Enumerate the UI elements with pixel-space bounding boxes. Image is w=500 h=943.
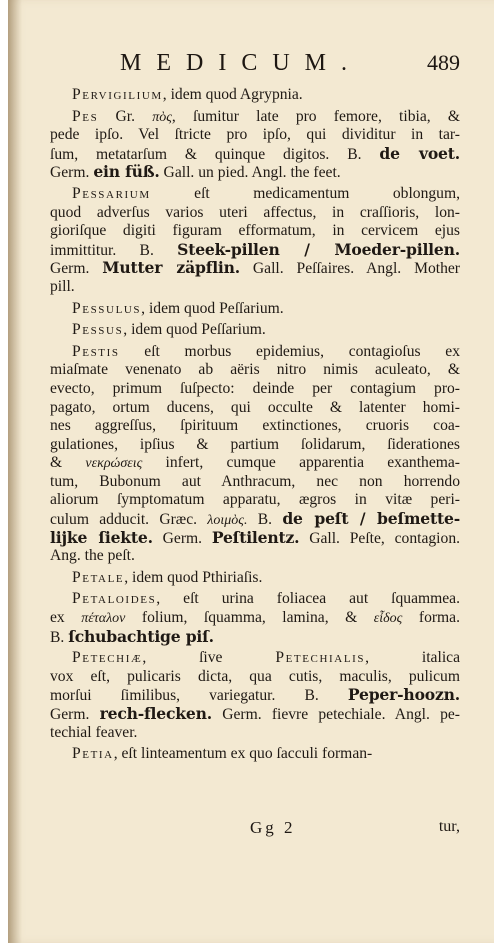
text-line xyxy=(50,569,460,588)
entry-pessarium xyxy=(50,185,460,297)
italic-text: Peſſarium. xyxy=(219,299,284,317)
text-segment: techial feaver. xyxy=(50,723,138,741)
text-segment: , idem quod xyxy=(123,321,202,339)
text-line xyxy=(50,343,460,362)
headword: Pessus xyxy=(72,321,124,339)
text-segment: B. xyxy=(247,511,283,529)
entry-petia xyxy=(50,745,460,764)
italic-text: Pthiriaſis. xyxy=(202,568,263,586)
text-segment: Germ. xyxy=(50,706,100,723)
headword: Pessulus xyxy=(72,299,142,317)
text-segment: tum, Bubonum aut Anthracum, nec non horrendo xyxy=(50,472,460,490)
text-line xyxy=(50,185,460,204)
text-segment: eſt morbus epidemius, contagioſus ex xyxy=(119,342,460,360)
entry-petechiae xyxy=(50,649,460,742)
headword: Petale xyxy=(72,568,125,586)
entry-pessus xyxy=(50,321,460,340)
blackletter-text: Peper-hoozn. xyxy=(347,685,460,705)
text-segment: vox eſt, xyxy=(50,667,128,685)
greek-text: εἶδος xyxy=(373,611,403,627)
text-segment: Germ. xyxy=(50,260,103,278)
text-segment: , ſumitur late pro femore, tibia, & xyxy=(171,107,460,125)
entry-pervigilium xyxy=(50,86,460,105)
text-line xyxy=(50,628,460,647)
text-segment: Gall. xyxy=(240,260,297,278)
text-line xyxy=(50,454,460,473)
text-segment: pill. xyxy=(50,277,75,295)
text-segment: Angl. pe- xyxy=(385,706,461,723)
text-segment: , eſt linteamentum ex quo ſacculi forman- xyxy=(113,745,373,763)
text-segment: ex xyxy=(50,609,82,627)
text-segment: , idem quod xyxy=(141,299,220,317)
text-line xyxy=(50,126,460,145)
text-segment: morſui ſimilibus, variegatur. B. xyxy=(50,687,348,705)
text-segment: , idem quod xyxy=(124,568,203,586)
italic-text: Peſſarium. xyxy=(201,321,266,339)
headword: Pervigilium xyxy=(72,86,163,103)
text-segment: forma. xyxy=(402,609,461,627)
greek-text: πὸς xyxy=(152,109,172,125)
text-segment: Germ. xyxy=(212,706,272,723)
blackletter-text: Mutter zäpflin. xyxy=(102,258,241,278)
blackletter-text: rech-flecken. xyxy=(99,704,212,723)
text-segment: gioriſque digiti figuram efformatum, in cervicem ejus xyxy=(50,222,460,240)
signature-mark: Gg 2 xyxy=(250,818,296,837)
text-line xyxy=(50,380,460,399)
greek-text: πέταλον xyxy=(81,611,126,627)
text-segment: pede ipſo. Vel ſtricte pro ipſo, qui dividitur in tar- xyxy=(50,126,460,144)
text-segment: B. xyxy=(50,628,69,646)
text-line xyxy=(50,668,460,687)
text-line xyxy=(50,609,460,628)
italic-text: fievre petechiale. xyxy=(271,706,386,723)
italic-text: Peſſaires. xyxy=(296,260,355,278)
text-segment: Germ. xyxy=(152,529,212,547)
entry-petale xyxy=(50,569,460,588)
text-line xyxy=(50,491,460,510)
text-segment: evecto, primum ſuſpecto: deinde per contagium pro- xyxy=(50,379,460,397)
running-title: MEDICUM. xyxy=(120,50,363,76)
text-line xyxy=(50,547,460,566)
text-line xyxy=(50,145,460,164)
text-line xyxy=(50,417,460,436)
text-segment: Gr. xyxy=(98,107,153,125)
text-line xyxy=(50,529,460,548)
blackletter-text: de peſt / beſmette- xyxy=(282,509,460,529)
catchword: tur, xyxy=(438,818,460,835)
text-segment: Germ. xyxy=(50,164,94,182)
text-line xyxy=(50,241,460,260)
blackletter-text: ſchubachtige piſ. xyxy=(68,626,214,646)
text-segment: gulationes, ipſius & partium ſolidarum, ſiderationes xyxy=(50,435,460,453)
text-segment: aliorum ſymptomatum apparatu, ægros in vitæ peri- xyxy=(50,491,460,509)
headword: Petechialis xyxy=(275,649,366,667)
binding-shadow xyxy=(8,0,22,943)
blackletter-text: Steek-pillen / Moeder-pillen. xyxy=(177,239,460,259)
text-segment: Gall. xyxy=(299,529,350,547)
italic-text: un pied. xyxy=(198,164,249,182)
headword: Pessarium xyxy=(72,184,151,202)
page-number: 489 xyxy=(427,50,460,75)
text-segment: infert, cumque apparentia exanthema- xyxy=(142,454,460,472)
text-line xyxy=(50,399,460,418)
text-segment: dicta, qua cutis, maculis, pulicum xyxy=(180,667,460,685)
entry-gap xyxy=(50,764,460,767)
text-segment: , idem quod xyxy=(162,86,240,103)
text-segment: immittitur. B. xyxy=(50,241,178,259)
text-line xyxy=(50,436,460,455)
text-segment: Gall. xyxy=(159,164,199,182)
headword: Petia xyxy=(72,745,114,763)
text-line xyxy=(50,724,460,743)
text-segment: quod adverſus varios uteri affectus, in craſſioris, lon- xyxy=(50,203,460,221)
blackletter-text: Peſtilentz. xyxy=(211,527,300,547)
text-segment: Angl. Mother xyxy=(354,260,460,278)
text-line xyxy=(50,590,460,609)
entry-pes xyxy=(50,108,460,182)
italic-text: Peſte, contagion. xyxy=(349,529,461,547)
text-line xyxy=(50,745,460,764)
italic-text: pulicaris xyxy=(127,667,181,685)
text-segment: culum adducit. Græc. xyxy=(50,511,208,529)
text-segment: ſum, metatarſum & quinque digitos. B. xyxy=(50,145,380,163)
text-segment: miaſmate venenato ab aëris nitro nimis aculeato, & xyxy=(50,361,460,379)
headword: Pes xyxy=(72,107,99,125)
running-header xyxy=(120,50,460,80)
headword: Petechiæ xyxy=(72,649,143,667)
text-segment: nes aggreſſus, ſpirituum extinctiones, cruoris coa- xyxy=(50,417,460,435)
text-segment: , ſive xyxy=(142,649,276,667)
text-line xyxy=(50,108,460,127)
text-line xyxy=(50,361,460,380)
text-segment: Angl. the feet. xyxy=(248,164,341,182)
text-segment: folium, ſquamma, lamina, & xyxy=(125,609,374,627)
text-line xyxy=(50,473,460,492)
text-line xyxy=(50,163,460,182)
text-line xyxy=(50,321,460,340)
entry-pessulus xyxy=(50,300,460,319)
text-line xyxy=(50,86,460,105)
dictionary-entries xyxy=(50,86,460,767)
blackletter-text: lijke ſiekte. xyxy=(50,527,153,547)
entry-pestis xyxy=(50,343,460,566)
text-line xyxy=(50,204,460,223)
headword: Pestis xyxy=(72,342,120,360)
text-segment: , italica xyxy=(365,649,460,667)
greek-text: νεκρώσεις xyxy=(85,456,143,472)
text-segment: pagato, ortum ducens, qui occulte & latenter homi- xyxy=(50,398,460,416)
page-footer xyxy=(50,800,460,840)
text-line xyxy=(50,300,460,319)
text-line xyxy=(50,259,460,278)
text-line xyxy=(50,686,460,705)
text-segment: Ang. the peſt. xyxy=(50,547,135,565)
text-line xyxy=(50,510,460,529)
text-line xyxy=(50,278,460,297)
blackletter-text: ein füß. xyxy=(93,162,160,182)
greek-text: λοιμὸς. xyxy=(207,513,248,529)
blackletter-text: de voet. xyxy=(379,143,460,163)
text-line xyxy=(50,649,460,668)
text-segment: , eſt urina foliacea aut ſquammea. xyxy=(156,590,460,608)
entry-petaloides xyxy=(50,590,460,646)
italic-text: Agrypnia. xyxy=(239,86,303,103)
headword: Petaloides xyxy=(72,590,157,608)
text-line xyxy=(50,222,460,241)
text-segment: eſt medicamentum oblongum, xyxy=(150,184,460,202)
text-segment: & xyxy=(50,454,86,472)
text-line xyxy=(50,705,460,724)
